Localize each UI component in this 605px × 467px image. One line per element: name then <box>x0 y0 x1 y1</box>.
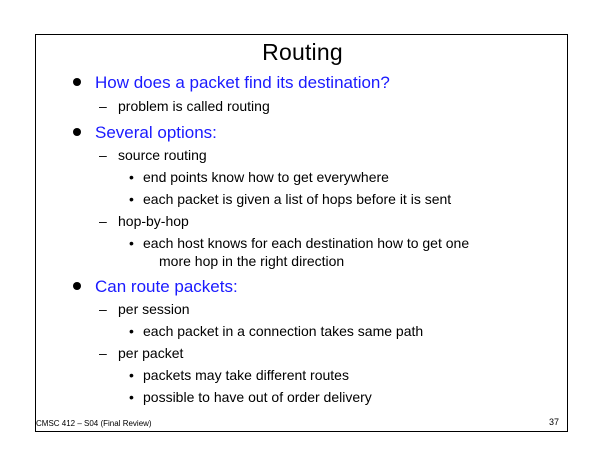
sub-item-hop-by-hop <box>99 213 189 230</box>
bullet-dot-icon <box>73 128 81 136</box>
sub-item-text: per session <box>118 301 190 317</box>
bullet-marker: • <box>129 367 134 383</box>
list-item-text: more hop in the right direction <box>159 253 345 269</box>
bullet-text: Can route packets: <box>95 277 238 296</box>
bullet-text: Several options: <box>95 123 217 142</box>
bullet-marker: • <box>129 169 134 185</box>
bullet-marker: • <box>129 323 134 339</box>
sub-item-source-routing <box>99 147 207 164</box>
bullet-dot-icon <box>73 282 81 290</box>
bullet-several-options <box>95 123 217 143</box>
sub-item-per-packet <box>99 345 184 362</box>
list-item <box>129 169 389 186</box>
list-item-text: each packet is given a list of hops before it is sent <box>143 191 452 207</box>
list-item <box>129 389 372 406</box>
dash-marker: – <box>99 345 107 361</box>
dash-marker: – <box>99 213 107 229</box>
bullet-can-route-packets <box>95 277 238 297</box>
sub-item-text: source routing <box>118 147 207 163</box>
bullet-marker: • <box>129 191 134 207</box>
list-item-text: possible to have out of order delivery <box>143 389 372 405</box>
bullet-marker: • <box>129 389 134 405</box>
list-item <box>129 235 470 252</box>
sub-item-text: hop-by-hop <box>118 213 189 229</box>
dash-marker: – <box>99 147 107 163</box>
bullet-packet-destination <box>95 73 390 93</box>
sub-item-per-session <box>99 301 190 318</box>
list-item <box>129 367 349 384</box>
list-item-continuation <box>159 253 344 270</box>
list-item-text: each packet in a connection takes same path <box>143 323 424 339</box>
bullet-marker: • <box>129 235 134 251</box>
dash-marker: – <box>99 98 107 114</box>
slide-title: Routing <box>262 39 343 65</box>
sub-item-problem-routing <box>99 98 270 115</box>
dash-marker: – <box>99 301 107 317</box>
bullet-dot-icon <box>73 78 81 86</box>
bullet-text: How does a packet find its destination? <box>95 73 390 92</box>
list-item-text: each host knows for each destination how to get one <box>143 235 470 251</box>
list-item-text: end points know how to get everywhere <box>143 169 389 185</box>
list-item <box>129 191 452 208</box>
list-item <box>129 323 424 340</box>
list-item-text: packets may take different routes <box>143 367 349 383</box>
footer-course: CMSC 412 – S04 (Final Review) <box>36 419 152 428</box>
sub-item-text: per packet <box>118 345 184 361</box>
page-number: 37 <box>549 417 560 427</box>
sub-item-text: problem is called routing <box>118 98 270 114</box>
